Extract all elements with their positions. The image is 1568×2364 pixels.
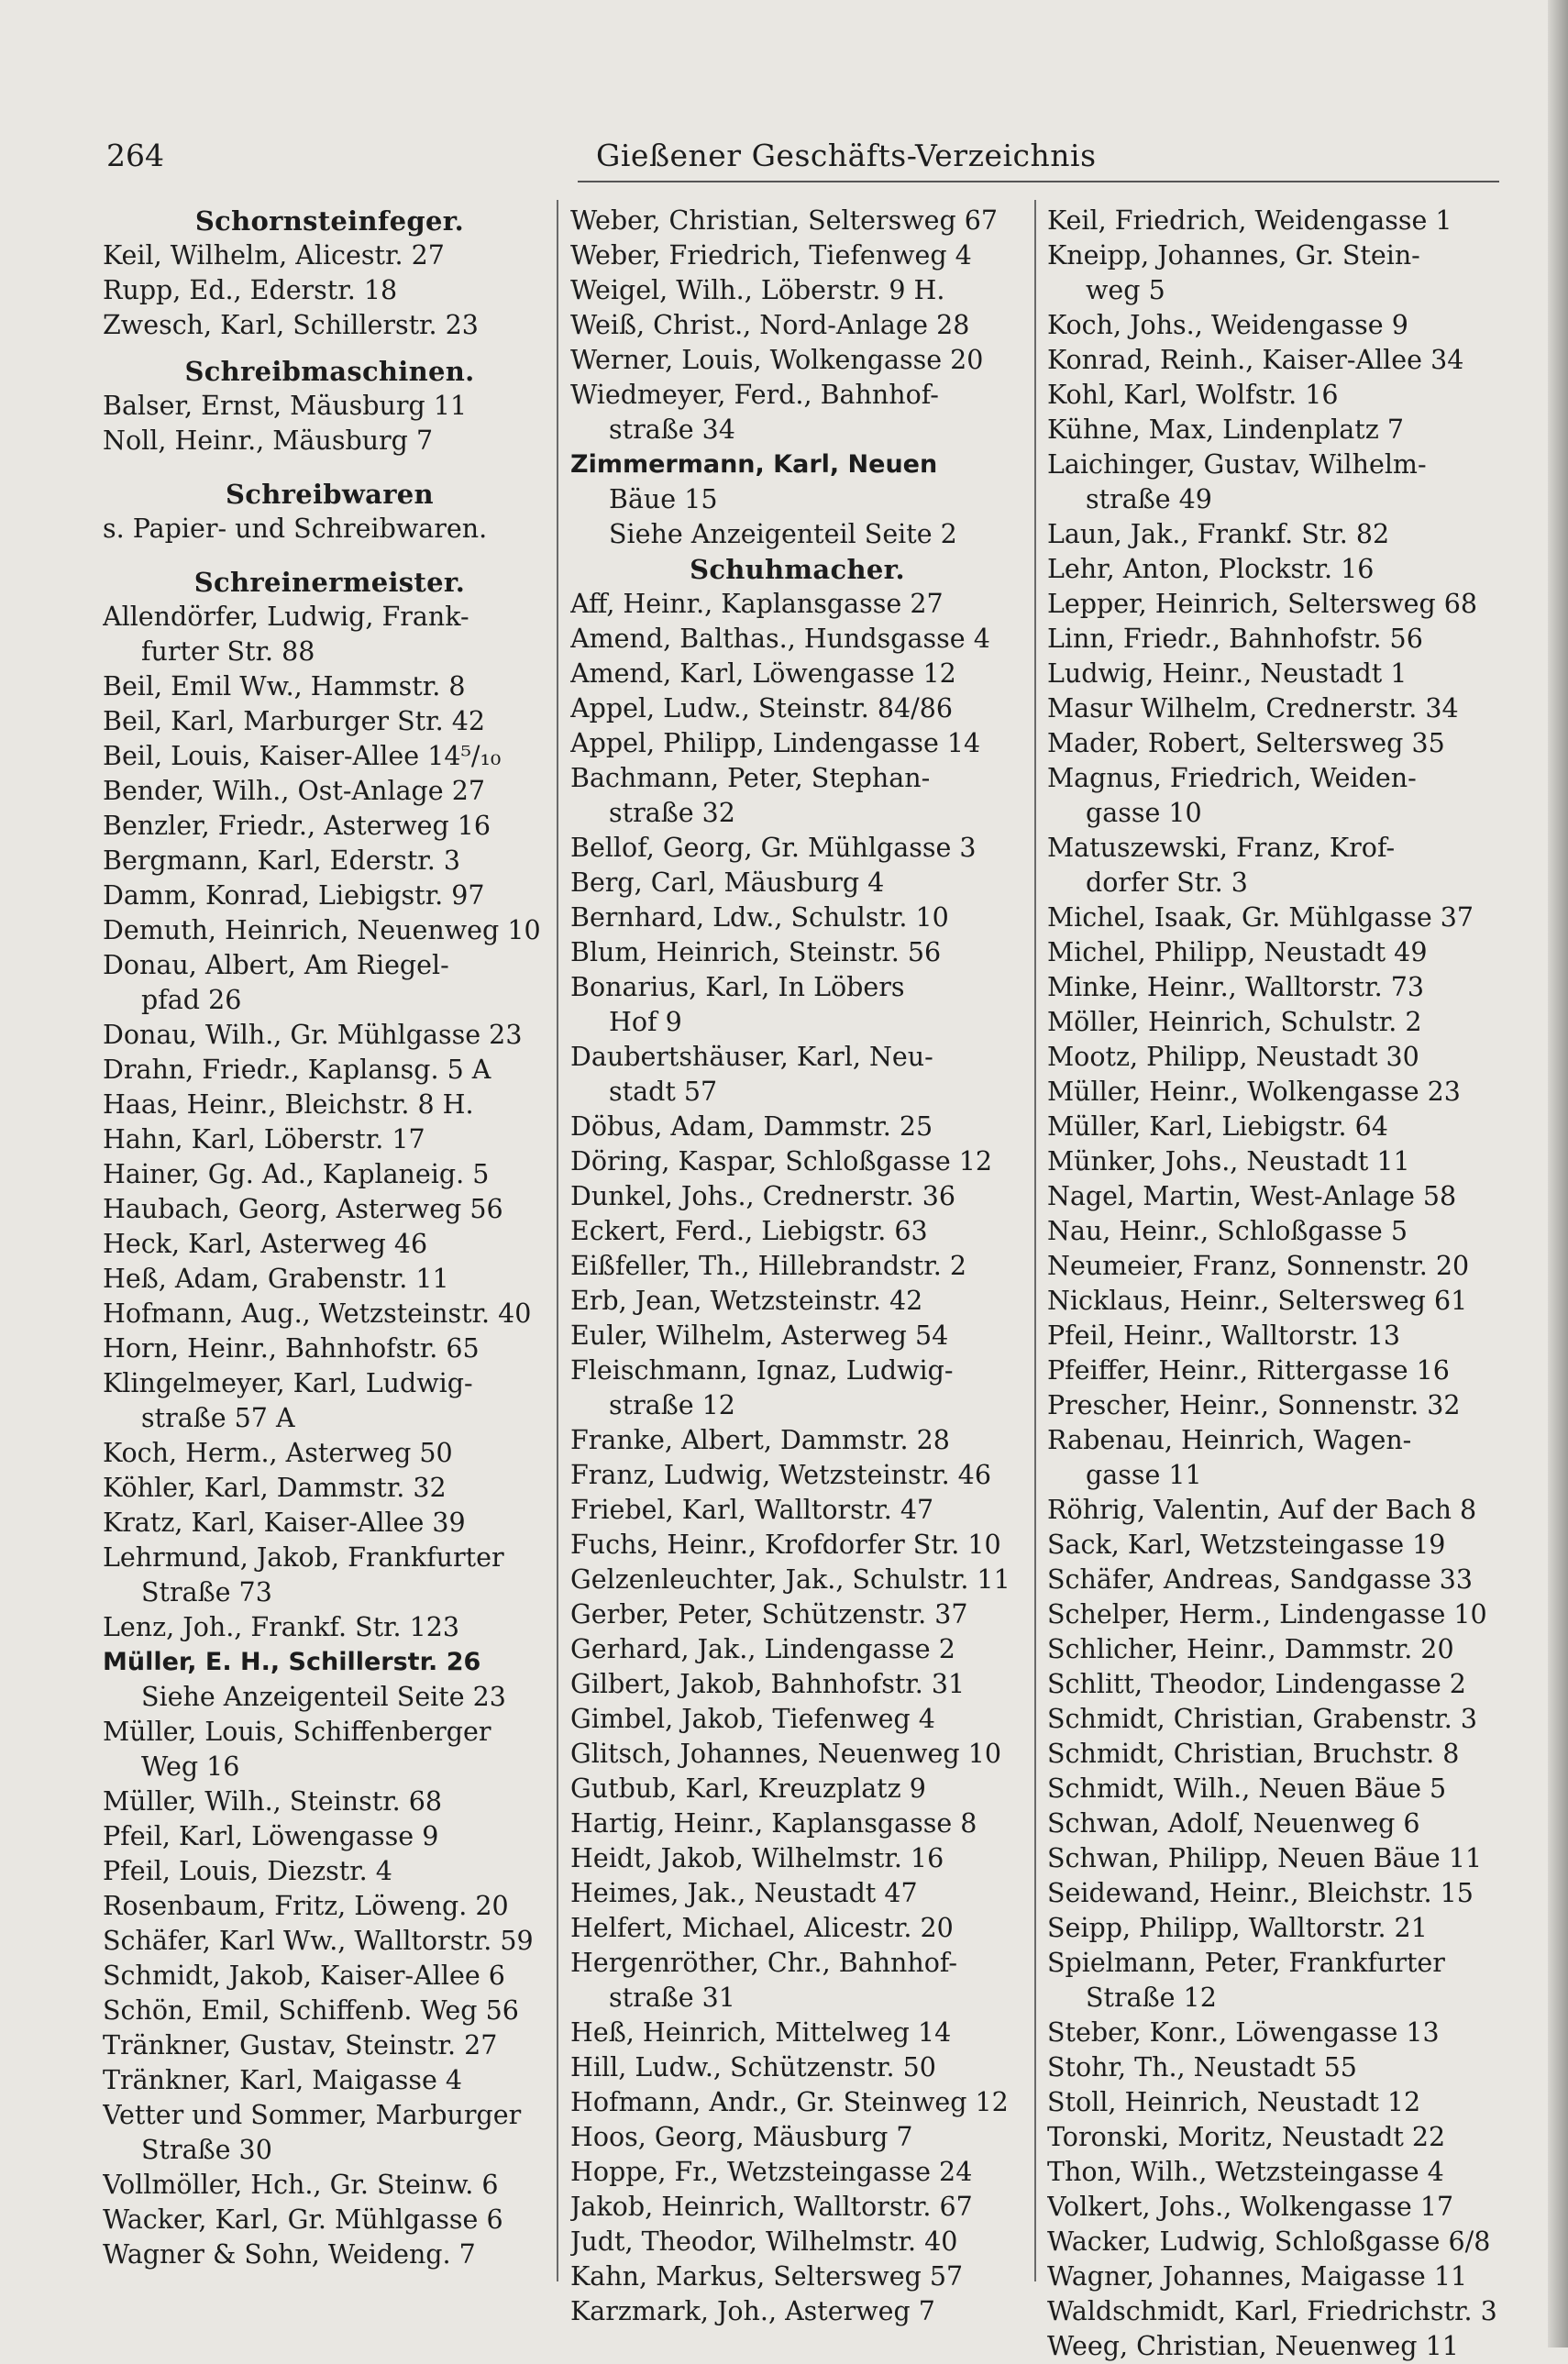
directory-entry: Straße 30 xyxy=(141,2135,272,2165)
directory-entry: Köhler, Karl, Dammstr. 32 xyxy=(103,1473,447,1503)
directory-entry: Fleischmann, Ignaz, Ludwig- xyxy=(570,1355,954,1386)
directory-entry: Weeg, Christian, Neuenweg 11 xyxy=(1047,2331,1459,2361)
directory-entry: Toronski, Moritz, Neustadt 22 xyxy=(1047,2122,1446,2152)
directory-entry: Horn, Heinr., Bahnhofstr. 65 xyxy=(103,1333,480,1364)
directory-entry: Haas, Heinr., Bleichstr. 8 H. xyxy=(103,1089,474,1120)
directory-entry: Hofmann, Aug., Wetzsteinstr. 40 xyxy=(103,1298,532,1329)
directory-entry: Appel, Philipp, Lindengasse 14 xyxy=(570,728,981,758)
directory-entry: Steber, Konr., Löwengasse 13 xyxy=(1047,2017,1440,2048)
directory-entry: Daubertshäuser, Karl, Neu- xyxy=(570,1042,933,1072)
directory-entry: Schmidt, Wilh., Neuen Bäue 5 xyxy=(1047,1773,1447,1804)
directory-entry: Masur Wilhelm, Crednerstr. 34 xyxy=(1047,693,1459,724)
directory-entry: Kahn, Markus, Seltersweg 57 xyxy=(570,2261,964,2292)
directory-entry: Linn, Friedr., Bahnhofstr. 56 xyxy=(1047,624,1423,654)
directory-entry: Laichinger, Gustav, Wilhelm- xyxy=(1047,449,1427,480)
section-heading: Schreinermeister. xyxy=(193,567,466,598)
directory-entry: Bernhard, Ldw., Schulstr. 10 xyxy=(570,902,949,933)
directory-entry: Kühne, Max, Lindenplatz 7 xyxy=(1047,414,1404,445)
column-divider xyxy=(557,200,558,2281)
directory-entry: Straße 12 xyxy=(1086,1983,1217,2013)
directory-entry: Hartig, Heinr., Kaplansgasse 8 xyxy=(570,1808,977,1839)
directory-entry: straße 49 xyxy=(1086,484,1212,514)
directory-entry: Hoos, Georg, Mäusburg 7 xyxy=(570,2122,913,2152)
directory-entry: Weber, Christian, Seltersweg 67 xyxy=(570,205,999,236)
directory-entry: Heß, Heinrich, Mittelweg 14 xyxy=(570,2017,952,2048)
directory-entry: Wagner, Johannes, Maigasse 11 xyxy=(1047,2261,1468,2292)
directory-entry: Aff, Heinr., Kaplansgasse 27 xyxy=(570,589,944,619)
directory-entry: Schmidt, Christian, Grabenstr. 3 xyxy=(1047,1704,1478,1734)
directory-entry: Gerhard, Jak., Lindengasse 2 xyxy=(570,1634,955,1664)
directory-entry: Weiß, Christ., Nord-Anlage 28 xyxy=(570,310,970,340)
directory-entry: Eckert, Ferd., Liebigstr. 63 xyxy=(570,1216,928,1246)
directory-entry: Müller, Heinr., Wolkengasse 23 xyxy=(1047,1077,1461,1107)
directory-entry: Schwan, Adolf, Neuenweg 6 xyxy=(1047,1808,1420,1839)
directory-entry: Gimbel, Jakob, Tiefenweg 4 xyxy=(570,1704,935,1734)
section-heading: Schornsteinfeger. xyxy=(194,205,465,237)
directory-entry: Siehe Anzeigenteil Seite 2 xyxy=(609,519,957,549)
directory-entry: Pfeil, Louis, Diezstr. 4 xyxy=(103,1856,392,1886)
directory-entry: straße 32 xyxy=(609,798,735,828)
directory-entry: Dunkel, Johs., Crednerstr. 36 xyxy=(570,1181,956,1211)
directory-entry: Pfeiffer, Heinr., Rittergasse 16 xyxy=(1047,1355,1450,1386)
directory-entry: Lepper, Heinrich, Seltersweg 68 xyxy=(1047,589,1478,619)
directory-entry: Donau, Wilh., Gr. Mühlgasse 23 xyxy=(103,1020,523,1050)
directory-entry: Zwesch, Karl, Schillerstr. 23 xyxy=(103,310,479,340)
directory-entry: Demuth, Heinrich, Neuenweg 10 xyxy=(103,915,541,945)
directory-entry: Amend, Balthas., Hundsgasse 4 xyxy=(570,624,990,654)
directory-entry: Röhrig, Valentin, Auf der Bach 8 xyxy=(1047,1495,1477,1525)
directory-entry: Wiedmeyer, Ferd., Bahnhof- xyxy=(570,380,939,410)
directory-entry: Neumeier, Franz, Sonnenstr. 20 xyxy=(1047,1251,1470,1281)
directory-entry: Benzler, Friedr., Asterweg 16 xyxy=(103,811,491,841)
directory-entry: stadt 57 xyxy=(609,1077,718,1107)
directory-entry: furter Str. 88 xyxy=(141,636,315,667)
section-heading: Schreibmaschinen. xyxy=(184,356,475,387)
directory-entry: Prescher, Heinr., Sonnenstr. 32 xyxy=(1047,1390,1461,1420)
directory-entry: Erb, Jean, Wetzsteinstr. 42 xyxy=(570,1286,923,1316)
directory-column-2 xyxy=(570,204,1024,2329)
directory-entry: Waldschmidt, Karl, Friedrichstr. 3 xyxy=(1047,2296,1497,2326)
directory-entry: Heimes, Jak., Neustadt 47 xyxy=(570,1878,918,1908)
directory-entry: Münker, Johs., Neustadt 11 xyxy=(1047,1146,1410,1176)
directory-entry: Döring, Kaspar, Schloßgasse 12 xyxy=(570,1146,993,1176)
directory-entry: Lenz, Joh., Frankf. Str. 123 xyxy=(103,1612,460,1642)
directory-entry: Tränkner, Gustav, Steinstr. 27 xyxy=(103,2030,498,2060)
directory-entry: Bender, Wilh., Ost-Anlage 27 xyxy=(103,776,485,806)
directory-entry: Nicklaus, Heinr., Seltersweg 61 xyxy=(1047,1286,1468,1316)
directory-entry: Berg, Carl, Mäusburg 4 xyxy=(570,867,885,898)
directory-entry: Hainer, Gg. Ad., Kaplaneig. 5 xyxy=(103,1159,490,1189)
directory-entry: Franke, Albert, Dammstr. 28 xyxy=(570,1425,950,1455)
directory-entry: Ludwig, Heinr., Neustadt 1 xyxy=(1047,658,1408,689)
directory-entry: Schmidt, Christian, Bruchstr. 8 xyxy=(1047,1739,1460,1769)
directory-entry: Vetter und Sommer, Marburger xyxy=(103,2100,522,2130)
directory-entry: Amend, Karl, Löwengasse 12 xyxy=(570,658,956,689)
column-divider xyxy=(1034,200,1036,2281)
directory-entry: Beil, Karl, Marburger Str. 42 xyxy=(103,706,485,736)
directory-entry: Zimmermann, Karl, Neuen xyxy=(570,450,938,479)
page-number: 264 xyxy=(106,138,164,173)
directory-entry: Michel, Isaak, Gr. Mühlgasse 37 xyxy=(1047,902,1474,933)
directory-entry: Gerber, Peter, Schützenstr. 37 xyxy=(570,1599,968,1629)
directory-entry: Gelzenleuchter, Jak., Schulstr. 11 xyxy=(570,1564,1010,1595)
directory-entry: Gilbert, Jakob, Bahnhofstr. 31 xyxy=(570,1669,966,1699)
directory-column-3 xyxy=(1047,204,1501,2364)
directory-entry: Eißfeller, Th., Hillebrandstr. 2 xyxy=(570,1251,966,1281)
directory-entry: Bäue 15 xyxy=(609,484,718,514)
directory-entry: Nagel, Martin, West-Anlage 58 xyxy=(1047,1181,1457,1211)
directory-entry: Schäfer, Karl Ww., Walltorstr. 59 xyxy=(103,1926,534,1956)
directory-entry: Schelper, Herm., Lindengasse 10 xyxy=(1047,1599,1487,1629)
directory-entry: Müller, Louis, Schiffenberger xyxy=(103,1717,491,1747)
directory-entry: Rosenbaum, Fritz, Löweng. 20 xyxy=(103,1891,509,1921)
directory-entry: Schmidt, Jakob, Kaiser-Allee 6 xyxy=(103,1961,505,1991)
directory-entry: Bonarius, Karl, In Löbers xyxy=(570,972,905,1002)
directory-entry: straße 34 xyxy=(609,414,735,445)
directory-entry: Allendörfer, Ludwig, Frank- xyxy=(103,602,469,632)
directory-entry: Koch, Johs., Weidengasse 9 xyxy=(1047,310,1408,340)
directory-entry: Heß, Adam, Grabenstr. 11 xyxy=(103,1264,449,1294)
directory-entry: Werner, Louis, Wolkengasse 20 xyxy=(570,345,984,375)
directory-entry: Matuszewski, Franz, Krof- xyxy=(1047,833,1396,863)
directory-entry: Sack, Karl, Wetzsteingasse 19 xyxy=(1047,1530,1446,1560)
directory-entry: Kohl, Karl, Wolfstr. 16 xyxy=(1047,380,1339,410)
directory-entry: Damm, Konrad, Liebigstr. 97 xyxy=(103,880,485,911)
directory-entry: Möller, Heinrich, Schulstr. 2 xyxy=(1047,1007,1422,1037)
directory-entry: Karzmark, Joh., Asterweg 7 xyxy=(570,2296,935,2326)
directory-entry: Nau, Heinr., Schloßgasse 5 xyxy=(1047,1216,1408,1246)
running-title: Gießener Geschäfts-Verzeichnis xyxy=(596,138,1097,173)
directory-entry: Hergenröther, Chr., Bahnhof- xyxy=(570,1948,958,1978)
directory-entry: Franz, Ludwig, Wetzsteinstr. 46 xyxy=(570,1460,991,1490)
directory-entry: Müller, Karl, Liebigstr. 64 xyxy=(1047,1111,1388,1142)
directory-entry: Volkert, Johs., Wolkengasse 17 xyxy=(1047,2192,1454,2222)
directory-entry: Konrad, Reinh., Kaiser-Allee 34 xyxy=(1047,345,1464,375)
directory-entry: Magnus, Friedrich, Weiden- xyxy=(1047,763,1417,793)
directory-entry: Lehr, Anton, Plockstr. 16 xyxy=(1047,554,1375,584)
directory-entry: Heidt, Jakob, Wilhelmstr. 16 xyxy=(570,1843,944,1873)
directory-entry: Kneipp, Johannes, Gr. Stein- xyxy=(1047,240,1420,271)
directory-entry: Straße 73 xyxy=(141,1577,272,1607)
directory-entry: Weg 16 xyxy=(141,1751,240,1782)
directory-entry: Laun, Jak., Frankf. Str. 82 xyxy=(1047,519,1390,549)
directory-entry: Vollmöller, Hch., Gr. Steinw. 6 xyxy=(103,2170,499,2200)
directory-entry: Spielmann, Peter, Frankfurter xyxy=(1047,1948,1445,1978)
book-spine-shadow xyxy=(1548,0,1568,2347)
directory-entry: Beil, Emil Ww., Hammstr. 8 xyxy=(103,671,466,701)
directory-entry: weg 5 xyxy=(1086,275,1165,305)
directory-entry: Hahn, Karl, Löberstr. 17 xyxy=(103,1124,425,1154)
directory-entry: Mader, Robert, Seltersweg 35 xyxy=(1047,728,1445,758)
directory-entry: Friebel, Karl, Walltorstr. 47 xyxy=(570,1495,934,1525)
directory-entry: straße 31 xyxy=(609,1983,735,2013)
directory-entry: Wacker, Ludwig, Schloßgasse 6/8 xyxy=(1047,2226,1491,2257)
directory-entry: Weber, Friedrich, Tiefenweg 4 xyxy=(570,240,972,271)
directory-entry: Judt, Theodor, Wilhelmstr. 40 xyxy=(570,2226,958,2257)
directory-entry: Klingelmeyer, Karl, Ludwig- xyxy=(103,1368,473,1398)
directory-entry: Fuchs, Heinr., Krofdorfer Str. 10 xyxy=(570,1530,1001,1560)
directory-entry: straße 12 xyxy=(609,1390,735,1420)
directory-entry: Tränkner, Karl, Maigasse 4 xyxy=(103,2065,463,2095)
directory-entry: Euler, Wilhelm, Asterweg 54 xyxy=(570,1320,949,1351)
directory-entry: Döbus, Adam, Dammstr. 25 xyxy=(570,1111,933,1142)
directory-entry: Bellof, Georg, Gr. Mühlgasse 3 xyxy=(570,833,977,863)
directory-entry: Seidewand, Heinr., Bleichstr. 15 xyxy=(1047,1878,1474,1908)
directory-entry: Schäfer, Andreas, Sandgasse 33 xyxy=(1047,1564,1474,1595)
header-rule xyxy=(578,181,1499,182)
directory-entry: Pfeil, Karl, Löwengasse 9 xyxy=(103,1821,439,1851)
directory-column-1 xyxy=(103,204,557,2272)
directory-entry: Hill, Ludw., Schützenstr. 50 xyxy=(570,2052,936,2082)
section-heading: Schuhmacher. xyxy=(690,554,905,585)
directory-entry: Keil, Wilhelm, Alicestr. 27 xyxy=(103,240,445,271)
directory-entry: Mootz, Philipp, Neustadt 30 xyxy=(1047,1042,1419,1072)
directory-entry: Noll, Heinr., Mäusburg 7 xyxy=(103,425,434,456)
directory-entry: Schlicher, Heinr., Dammstr. 20 xyxy=(1047,1634,1454,1664)
directory-entry: Jakob, Heinrich, Walltorstr. 67 xyxy=(570,2192,973,2222)
directory-entry: Müller, E. H., Schillerstr. 26 xyxy=(103,1648,481,1676)
directory-entry: dorfer Str. 3 xyxy=(1086,867,1248,898)
directory-entry: Rupp, Ed., Ederstr. 18 xyxy=(103,275,398,305)
directory-entry: straße 57 A xyxy=(141,1403,295,1433)
directory-entry: Stohr, Th., Neustadt 55 xyxy=(1047,2052,1357,2082)
directory-entry: pfad 26 xyxy=(141,985,242,1015)
directory-entry: Hoppe, Fr., Wetzsteingasse 24 xyxy=(570,2157,973,2187)
directory-entry: Blum, Heinrich, Steinstr. 56 xyxy=(570,937,942,967)
directory-entry: gasse 10 xyxy=(1086,798,1202,828)
directory-entry: Müller, Wilh., Steinstr. 68 xyxy=(103,1786,443,1817)
directory-entry: gasse 11 xyxy=(1086,1460,1202,1490)
directory-entry: Hofmann, Andr., Gr. Steinweg 12 xyxy=(570,2087,1009,2117)
directory-entry: Heck, Karl, Asterweg 46 xyxy=(103,1229,428,1259)
directory-entry: Weigel, Wilh., Löberstr. 9 H. xyxy=(570,275,945,305)
directory-entry: Siehe Anzeigenteil Seite 23 xyxy=(141,1682,506,1712)
directory-entry: Thon, Wilh., Wetzsteingasse 4 xyxy=(1047,2157,1444,2187)
directory-entry: Bachmann, Peter, Stephan- xyxy=(570,763,931,793)
directory-entry: Keil, Friedrich, Weidengasse 1 xyxy=(1047,205,1452,236)
directory-entry: s. Papier- und Schreibwaren. xyxy=(103,514,488,544)
directory-entry: Haubach, Georg, Asterweg 56 xyxy=(103,1194,503,1224)
directory-entry: Donau, Albert, Am Riegel- xyxy=(103,950,449,980)
directory-entry: Gutbub, Karl, Kreuzplatz 9 xyxy=(570,1773,926,1804)
directory-entry: Drahn, Friedr., Kaplansg. 5 A xyxy=(103,1055,491,1085)
directory-entry: Koch, Herm., Asterweg 50 xyxy=(103,1438,453,1468)
directory-entry: Rabenau, Heinrich, Wagen- xyxy=(1047,1425,1412,1455)
directory-entry: Minke, Heinr., Walltorstr. 73 xyxy=(1047,972,1424,1002)
section-heading: Schreibwaren xyxy=(226,479,434,510)
directory-entry: Helfert, Michael, Alicestr. 20 xyxy=(570,1913,954,1943)
directory-entry: Schlitt, Theodor, Lindengasse 2 xyxy=(1047,1669,1466,1699)
directory-entry: Balser, Ernst, Mäusburg 11 xyxy=(103,391,468,421)
directory-entry: Wacker, Karl, Gr. Mühlgasse 6 xyxy=(103,2204,503,2235)
directory-entry: Appel, Ludw., Steinstr. 84/86 xyxy=(570,693,954,724)
directory-entry: Kratz, Karl, Kaiser-Allee 39 xyxy=(103,1508,466,1538)
directory-entry: Schwan, Philipp, Neuen Bäue 11 xyxy=(1047,1843,1483,1873)
directory-entry: Schön, Emil, Schiffenb. Weg 56 xyxy=(103,1995,519,2026)
directory-entry: Hof 9 xyxy=(609,1007,682,1037)
directory-entry: Lehrmund, Jakob, Frankfurter xyxy=(103,1542,504,1573)
directory-entry: Stoll, Heinrich, Neustadt 12 xyxy=(1047,2087,1421,2117)
directory-entry: Michel, Philipp, Neustadt 49 xyxy=(1047,937,1428,967)
directory-entry: Bergmann, Karl, Ederstr. 3 xyxy=(103,845,461,876)
directory-entry: Seipp, Philipp, Walltorstr. 21 xyxy=(1047,1913,1428,1943)
directory-entry: Pfeil, Heinr., Walltorstr. 13 xyxy=(1047,1320,1401,1351)
directory-entry: Wagner & Sohn, Weideng. 7 xyxy=(103,2239,476,2270)
directory-entry: Glitsch, Johannes, Neuenweg 10 xyxy=(570,1739,1001,1769)
directory-entry: Beil, Louis, Kaiser-Allee 14⁵/₁₀ xyxy=(103,741,502,771)
